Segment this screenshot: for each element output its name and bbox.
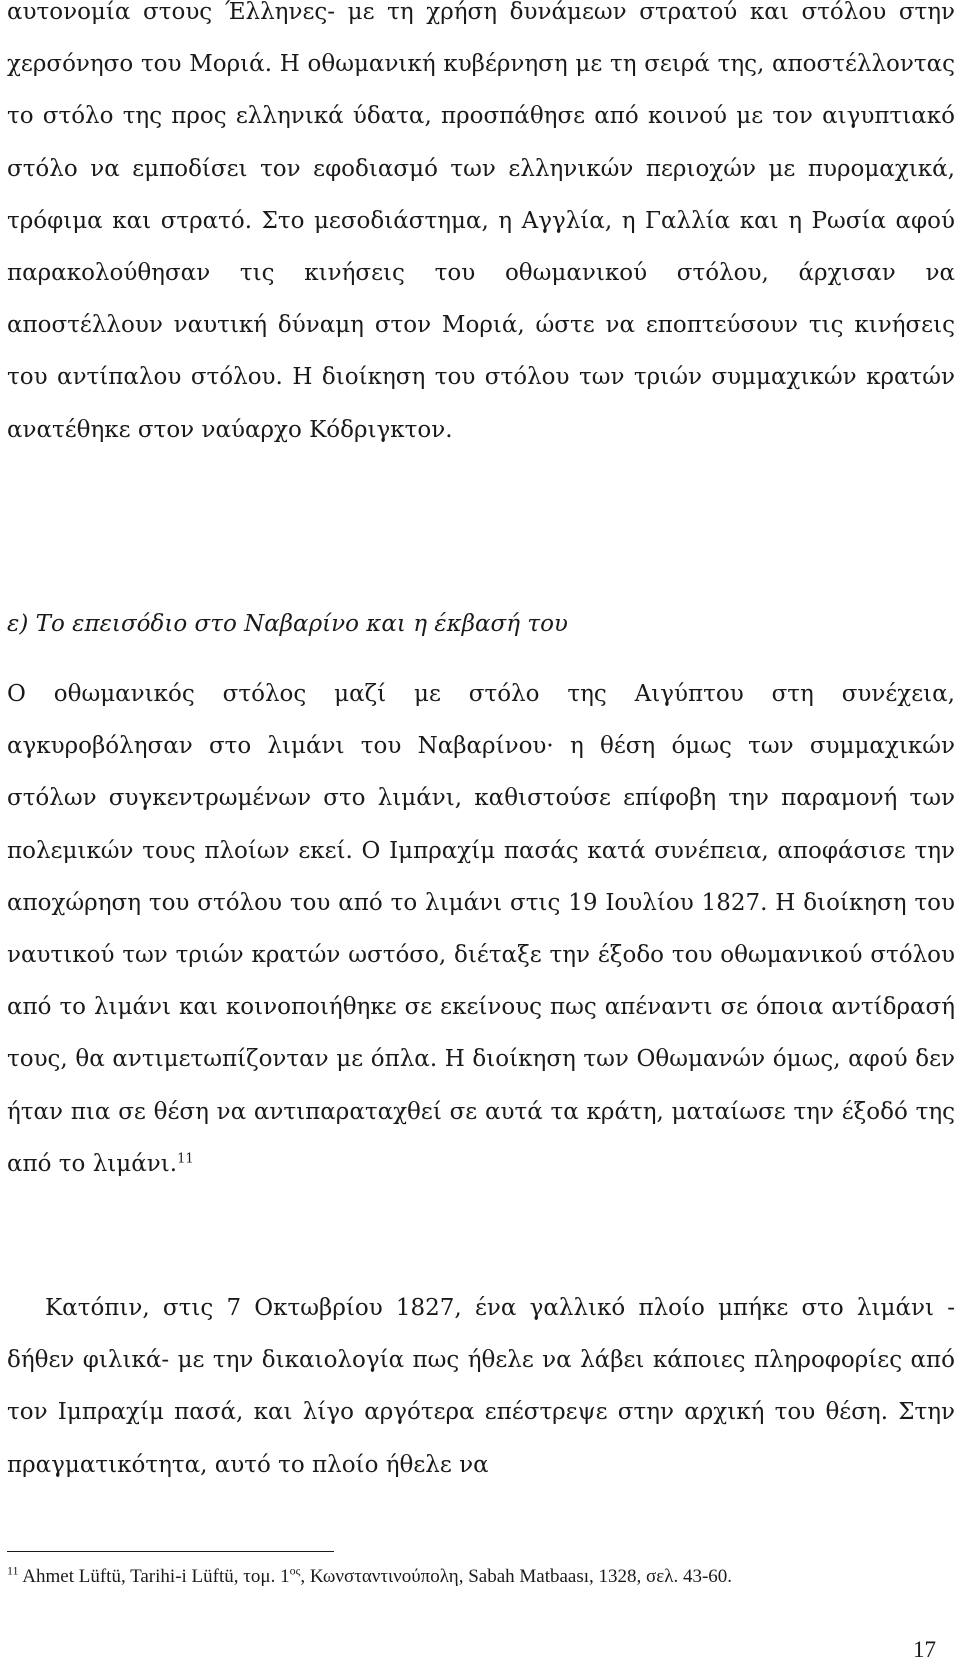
footnote-text-before: Ahmet Lüftü, Tarihi-i Lüftü, τομ. 1 bbox=[18, 1566, 290, 1587]
footnote-separator bbox=[7, 1551, 334, 1552]
section-heading: ε) Το επεισόδιο στο Ναβαρίνο και η έκβασή του bbox=[7, 611, 568, 637]
footnote-reference: 11 bbox=[177, 1151, 194, 1167]
footnote-text-after: , Κωνσταντινούπολη, Sabah Matbaası, 1328, σελ. 43-60. bbox=[300, 1566, 733, 1587]
footnote-number: 11 bbox=[7, 1563, 19, 1578]
page-number: 17 bbox=[913, 1637, 936, 1662]
footnote-superscript: ος bbox=[289, 1563, 301, 1578]
body-paragraph-2 bbox=[7, 668, 955, 1190]
body-paragraph-3: Κατόπιν, στις 7 Οκτωβρίου 1827, ένα γαλλικό πλοίο μπήκε στο λιμάνι - δήθεν φιλικά- με την δικαιολογία πως ήθελε να λάβει κάποιες πληροφορίες από τον Ιμπραχίμ πασά, και λίγο αργότερα επέστρεψε στην αρχική του θέση. Στην πραγματικότητα, αυτό το πλοίο ήθελε να bbox=[7, 1295, 955, 1478]
footnote bbox=[7, 1565, 955, 1589]
body-paragraph-1: αυτονομία στους Έλληνες- με τη χρήση δυνάμεων στρατού και στόλου στην χερσόνησο του Μοριά. Η οθωμανική κυβέρνηση με τη σειρά της, αποστέλλοντας το στόλο της προς ελληνικά ύδατα, προσπάθησε από κοινού με τον αιγυπτιακό στόλο να εμποδίσει τον εφοδιασμό των ελληνικών περιοχών με πυρομαχικά, τρόφιμα και στρατό. Στο μεσοδιάστημα, η Αγγλία, η Γαλλία και η Ρωσία αφού παρακολούθησαν τις κινήσεις του οθωμανικού στόλου, άρχισαν να αποστέλλουν ναυτική δύναμη στον Μοριά, ώστε να εποπτεύσουν τις κινήσεις του αντίπαλου στόλου. Η διοίκηση του στόλου των τριών συμμαχικών κρατών ανατέθηκε στον ναύαρχο Κόδριγκτον. bbox=[7, 0, 955, 443]
body-paragraph-2-text: Ο οθωμανικός στόλος μαζί με στόλο της Αιγύπτου στη συνέχεια, αγκυροβόλησαν στο λιμάνι του Ναβαρίνου· η θέση όμως των συμμαχικών στόλων συγκεντρωμένων στο λιμάνι, καθιστούσε επίφοβη την παραμονή των πολεμικών τους πλοίων εκεί. Ο Ιμπραχίμ πασάς κατά συνέπεια, αποφάσισε την αποχώρηση του στόλου του από το λιμάνι στις 19 Ιουλίου 1827. Η διοίκηση του ναυτικού των τριών κρατών ωστόσο, διέταξε την έξοδο του οθωμανικού στόλου από το λιμάνι και κοινοποιήθηκε σε εκείνους πως απέναντι σε όποια αντίδρασή τους, θα αντιμετωπίζονταν με όπλα. Η διοίκηση των Οθωμανών όμως, αφού δεν ήταν πια σε θέση να αντιπαραταχθεί σε αυτά τα κράτη, ματαίωσε την έξοδό της από το λιμάνι. bbox=[7, 681, 955, 1177]
